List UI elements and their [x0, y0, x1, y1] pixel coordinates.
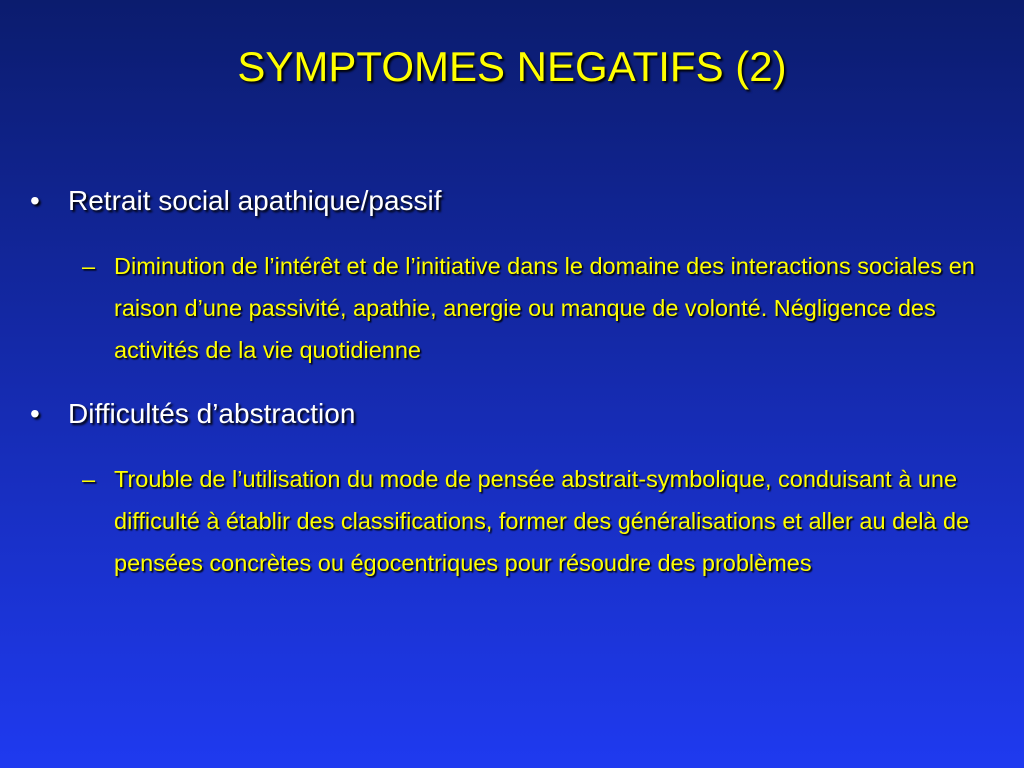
sub-item-1 — [82, 245, 1017, 371]
sub-item-2 — [82, 458, 1017, 584]
sub-item-text-1: Diminution de l’intérêt et de l’initiative dans le domaine des interactions sociales en raison d’une passivité, apathie, anergie ou manque de volonté. Négligence des activités de la vie quotidienne — [114, 253, 975, 363]
dash-marker: – — [82, 466, 96, 492]
dash-marker: – — [82, 253, 96, 279]
bullet-heading-1: Retrait social apathique/passif — [68, 185, 442, 216]
bullet-item-2 — [30, 396, 355, 432]
bullet-marker: • — [30, 185, 40, 216]
bullet-marker: • — [30, 398, 40, 429]
bullet-heading-2: Difficultés d’abstraction — [68, 398, 356, 429]
sub-item-text-2: Trouble de l’utilisation du mode de pensée abstrait-symbolique, conduisant à une difficulté à établir des classifications, former des généralisations et aller au delà de pensées concrètes ou égocentriques pour résoudre des problèmes — [114, 466, 970, 576]
slide-title: SYMPTOMES NEGATIFS (2) — [237, 43, 787, 90]
bullet-item-1 — [30, 183, 442, 219]
